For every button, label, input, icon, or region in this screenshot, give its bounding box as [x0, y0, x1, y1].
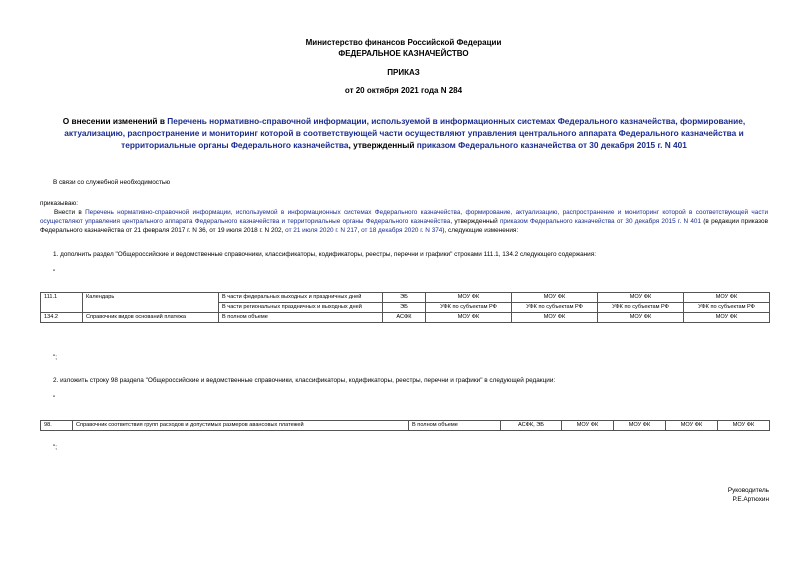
- row-value: УФК по субъектам РФ: [512, 303, 598, 313]
- intro-list-link[interactable]: Перечень нормативно-справочной информации, используемой в информационных системах Федерального казначейства, формирование, актуализацию, распространение и мониторинг которой в соответствующей части осуществляют управления центрального аппарата Федерального казначейства и территориальные органы Федерального казначейства: [40, 209, 769, 225]
- order-word: приказываю:: [40, 200, 78, 207]
- intro-mid3: ,: [357, 227, 362, 234]
- intro-suffix: ), следующие изменения:: [442, 227, 519, 234]
- intro-prefix: Внести в: [54, 209, 86, 216]
- table-1: [40, 292, 770, 323]
- row-scope: В части федеральных выходных и праздничных дней: [219, 293, 383, 303]
- document-date: от 20 октября 2021 года N 284: [344, 86, 463, 95]
- item-1-text: 1. дополнить раздел "Общероссийские и ведомственные справочники, классификаторы, кодификаторы, реестры, перечни и графики" строками 111.1, 134.2 следующего содержания:: [53, 251, 596, 258]
- row-value: МОУ ФК: [562, 421, 614, 431]
- title-order-link[interactable]: приказом Федерального казначейства от 30 декабря 2015 г. N 401: [416, 140, 687, 150]
- ministry-name: Министерство финансов Российской Федерации: [305, 38, 502, 47]
- row-value: УФК по субъектам РФ: [684, 303, 770, 313]
- row-system: ЭБ: [383, 293, 426, 303]
- signature-name: Р.Е.Артюхин: [732, 496, 769, 503]
- row-value: УФК по субъектам РФ: [598, 303, 684, 313]
- row-value: МОУ ФК: [598, 293, 684, 303]
- intro-paragraph: [40, 208, 768, 235]
- row-value: МОУ ФК: [512, 313, 598, 323]
- table-row: [41, 313, 770, 323]
- reason-paragraph: В связи со служебной необходимостью: [53, 179, 171, 186]
- row-value: МОУ ФК: [426, 293, 512, 303]
- signature-role: Руководитель: [727, 487, 769, 494]
- table-2: [40, 420, 770, 431]
- intro-order-link[interactable]: приказом Федерального казначейства от 30 декабря 2015 г. N 401: [499, 218, 702, 225]
- row-value: УФК по субъектам РФ: [426, 303, 512, 313]
- row-system: АСФК, ЭБ: [501, 421, 562, 431]
- quote-open-2: ": [53, 395, 56, 402]
- quote-close-1: ";: [53, 354, 58, 361]
- intro-mid1: , утвержденный: [450, 218, 500, 225]
- document-title: [38, 115, 770, 151]
- row-system: АСФК: [383, 313, 426, 323]
- row-value: МОУ ФК: [666, 421, 718, 431]
- quote-close-2: ";: [53, 444, 58, 451]
- row-number: 111.1: [41, 293, 83, 313]
- row-system: ЭБ: [383, 303, 426, 313]
- intro-order-2020-217-link[interactable]: от 21 июля 2020 г. N 217: [285, 227, 358, 234]
- row-value: МОУ ФК: [512, 293, 598, 303]
- intro-mid2: (в редакции приказов Федерального казначейства от 21 февраля 2017 г. N 36, от 19 июля 2018 г. N 202,: [40, 218, 768, 234]
- row-number: 134.2: [41, 313, 83, 323]
- row-name: Календарь: [83, 293, 219, 313]
- row-number: 98.: [41, 421, 73, 431]
- item-2-text: 2. изложить строку 98 раздела "Общероссийские и ведомственные справочники, классификаторы, кодификаторы, реестры, перечни и графики" в следующей редакции:: [53, 377, 556, 384]
- row-value: МОУ ФК: [614, 421, 666, 431]
- table-row: [41, 293, 770, 303]
- intro-order-2020-374-link[interactable]: от 18 декабря 2020 г. N 374: [361, 227, 443, 234]
- row-value: МОУ ФК: [718, 421, 770, 431]
- row-scope: В полном объеме: [409, 421, 501, 431]
- table-row: [41, 421, 770, 431]
- document-type: ПРИКАЗ: [387, 68, 420, 77]
- title-middle: , утвержденный: [348, 140, 417, 150]
- row-value: МОУ ФК: [598, 313, 684, 323]
- row-name: Справочник видов оснований платежа: [83, 313, 219, 323]
- treasury-name: ФЕДЕРАЛЬНОЕ КАЗНАЧЕЙСТВО: [338, 49, 469, 58]
- row-scope: В полном объеме: [219, 313, 383, 323]
- row-value: МОУ ФК: [684, 293, 770, 303]
- row-value: МОУ ФК: [426, 313, 512, 323]
- title-prefix: О внесении изменений в: [62, 116, 168, 126]
- row-scope: В части региональных праздничных и выходных дней: [219, 303, 383, 313]
- title-list-link[interactable]: Перечень нормативно-справочной информации, используемой в информационных системах Федерального казначейства, формирование, актуализацию, распространение и мониторинг которой в соответствующей части осуществляют управления центрального аппарата Федерального казначейства и территориальные органы Федерального казначейства: [64, 116, 746, 150]
- row-name: Справочник соответствия групп расходов и допустимых размеров авансовых платежей: [73, 421, 409, 431]
- row-value: МОУ ФК: [684, 313, 770, 323]
- quote-open-1: ": [53, 269, 56, 276]
